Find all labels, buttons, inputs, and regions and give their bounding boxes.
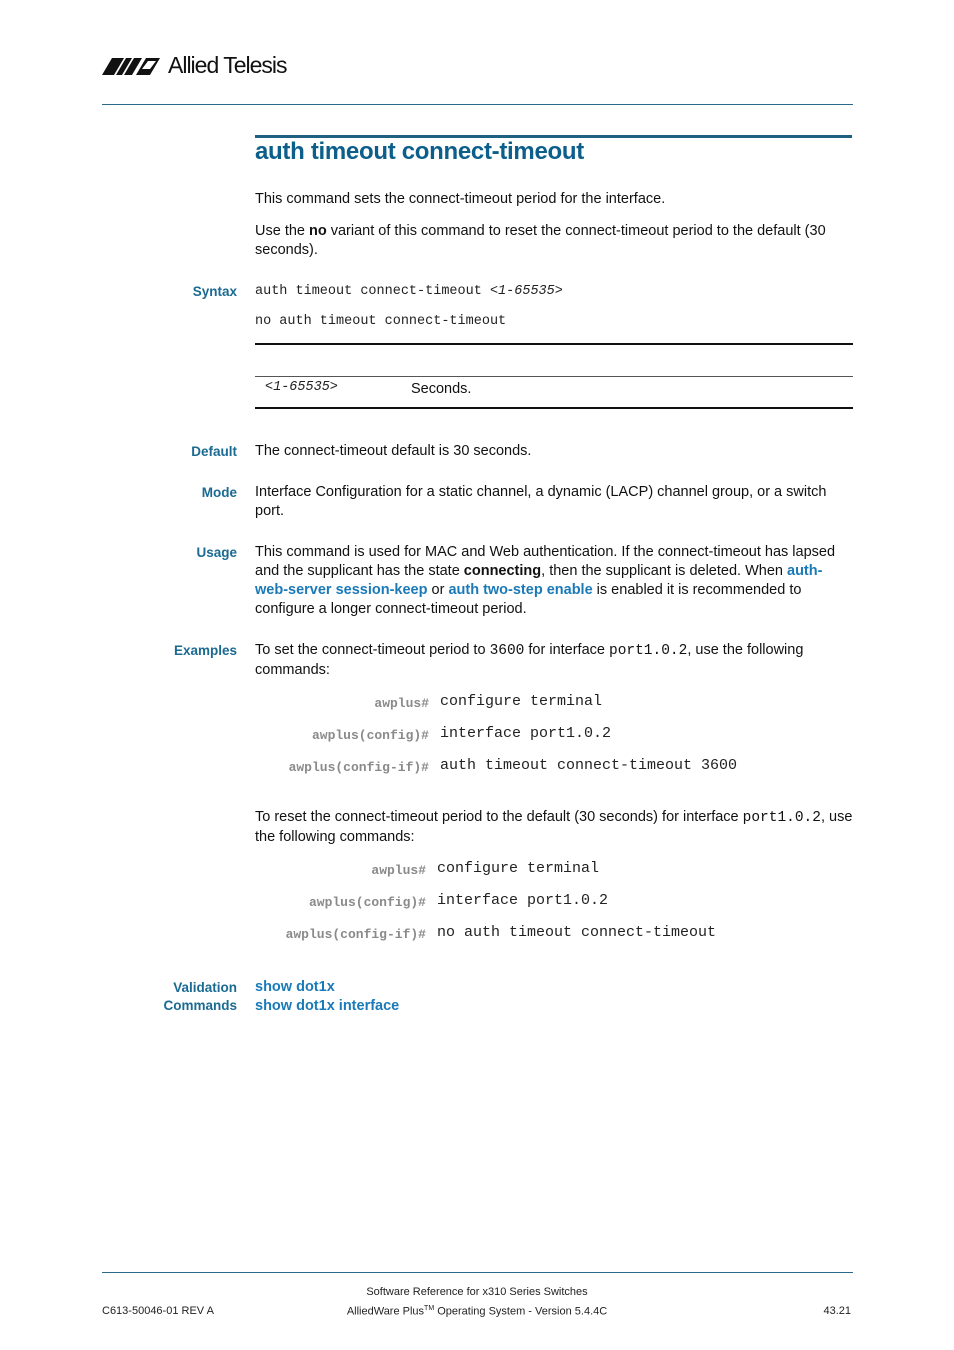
example-1-code-value: 3600 [489,643,525,659]
table-header-rule [255,376,853,377]
footer-product: AlliedWare Plus [346,1305,425,1318]
footer-version: Operating System - Version 5.4.4C [434,1305,608,1318]
logo-text: Allied Telesis [168,51,287,78]
usage-label: Usage [196,545,237,560]
allied-telesis-logo-mark-icon [102,54,164,76]
table-bottom-rule [255,407,853,409]
example-1-code-port: port1.0.2 [609,643,688,659]
example-1-command-1: configure terminal [440,693,603,710]
intro-text: Use the [255,223,309,239]
syntax-command: auth timeout connect-timeout < [255,284,499,299]
page-title: auth timeout connect-timeout [255,138,584,165]
footer-doc-id: C613-50046-01 REV A [102,1305,214,1317]
example-1-prompt-1: awplus# [374,696,429,711]
example-1-prompt-2: awplus(config)# [311,728,429,743]
mode-text: Interface Configuration for a static channel, a dynamic (LACP) channel group, or a switch port. [255,484,827,519]
example-2-prompt-3: awplus(config-if)# [285,927,426,942]
param-name: <1-65535> [265,380,338,395]
usage-text [255,543,855,619]
usage-text-2: , then the supplicant is deleted. When [541,563,787,579]
intro-paragraph-2 [255,222,855,260]
link-auth-two-step-enable[interactable]: auth two-step enable [448,582,593,598]
example-1-prompt-3: awplus(config-if)# [288,760,429,775]
example-1-command-3: auth timeout connect-timeout 3600 [440,757,738,774]
example-1-command-2: interface port1.0.2 [440,725,612,742]
intro-text-end: variant of this command to reset the connect-timeout period to the default (30 seconds). [255,223,826,258]
allied-telesis-logo [102,50,287,80]
footer-page-number: 43.21 [823,1305,851,1317]
footer-divider [102,1272,853,1273]
example-1-intro [255,641,855,680]
footer-trademark: TM [424,1305,435,1312]
param-description: Seconds. [411,381,472,397]
example-2-code-port: port1.0.2 [742,810,821,826]
syntax-label: Syntax [192,284,237,299]
example-1-text-3: , use the following commands: [255,642,804,678]
link-show-dot1x[interactable]: show dot1x [255,979,335,995]
example-2-command-1: configure terminal [437,860,600,877]
syntax-line-2: no auth timeout connect-timeout [255,314,507,329]
usage-text-1: This command is used for MAC and Web authentication. If the connect-timeout has lapsed and the supplicant has the state [255,544,836,579]
intro-paragraph-1: This command sets the connect-timeout period for the interface. [255,191,666,207]
example-1-text-1: To set the connect-timeout period to [255,642,490,658]
example-1-text-2: for interface [524,642,609,658]
footer-title: Software Reference for x310 Series Switches [366,1286,588,1298]
default-label: Default [191,444,237,459]
default-text: The connect-timeout default is 30 seconds. [255,443,532,459]
usage-text-4: is enabled it is recommended to configure a longer connect-timeout period. [255,582,802,617]
usage-state-bold: connecting [463,563,542,579]
example-2-command-2: interface port1.0.2 [437,892,609,909]
examples-label: Examples [173,643,237,658]
syntax-end: > [554,284,563,299]
intro-no-keyword: no [309,223,327,239]
syntax-line-1 [255,284,563,299]
link-show-dot1x-interface[interactable]: show dot1x interface [255,998,400,1014]
example-2-command-3: no auth timeout connect-timeout [437,924,717,941]
example-2-prompt-2: awplus(config)# [308,895,426,910]
example-2-text-2: , use the following commands: [255,809,853,845]
link-auth-web-server-session-keep[interactable]: auth-web-server session-keep [255,563,823,598]
commands-label: Commands [163,998,237,1013]
mode-label: Mode [201,485,237,500]
validation-label: Validation [173,980,237,995]
table-top-rule [255,343,853,345]
example-2-prompt-1: awplus# [371,863,426,878]
header-divider [102,104,853,105]
example-2-text-1: To reset the connect-timeout period to the default (30 seconds) for interface [255,809,743,825]
usage-text-3: or [427,582,449,598]
example-2-intro [255,808,855,847]
syntax-param: 1-65535 [498,284,555,299]
